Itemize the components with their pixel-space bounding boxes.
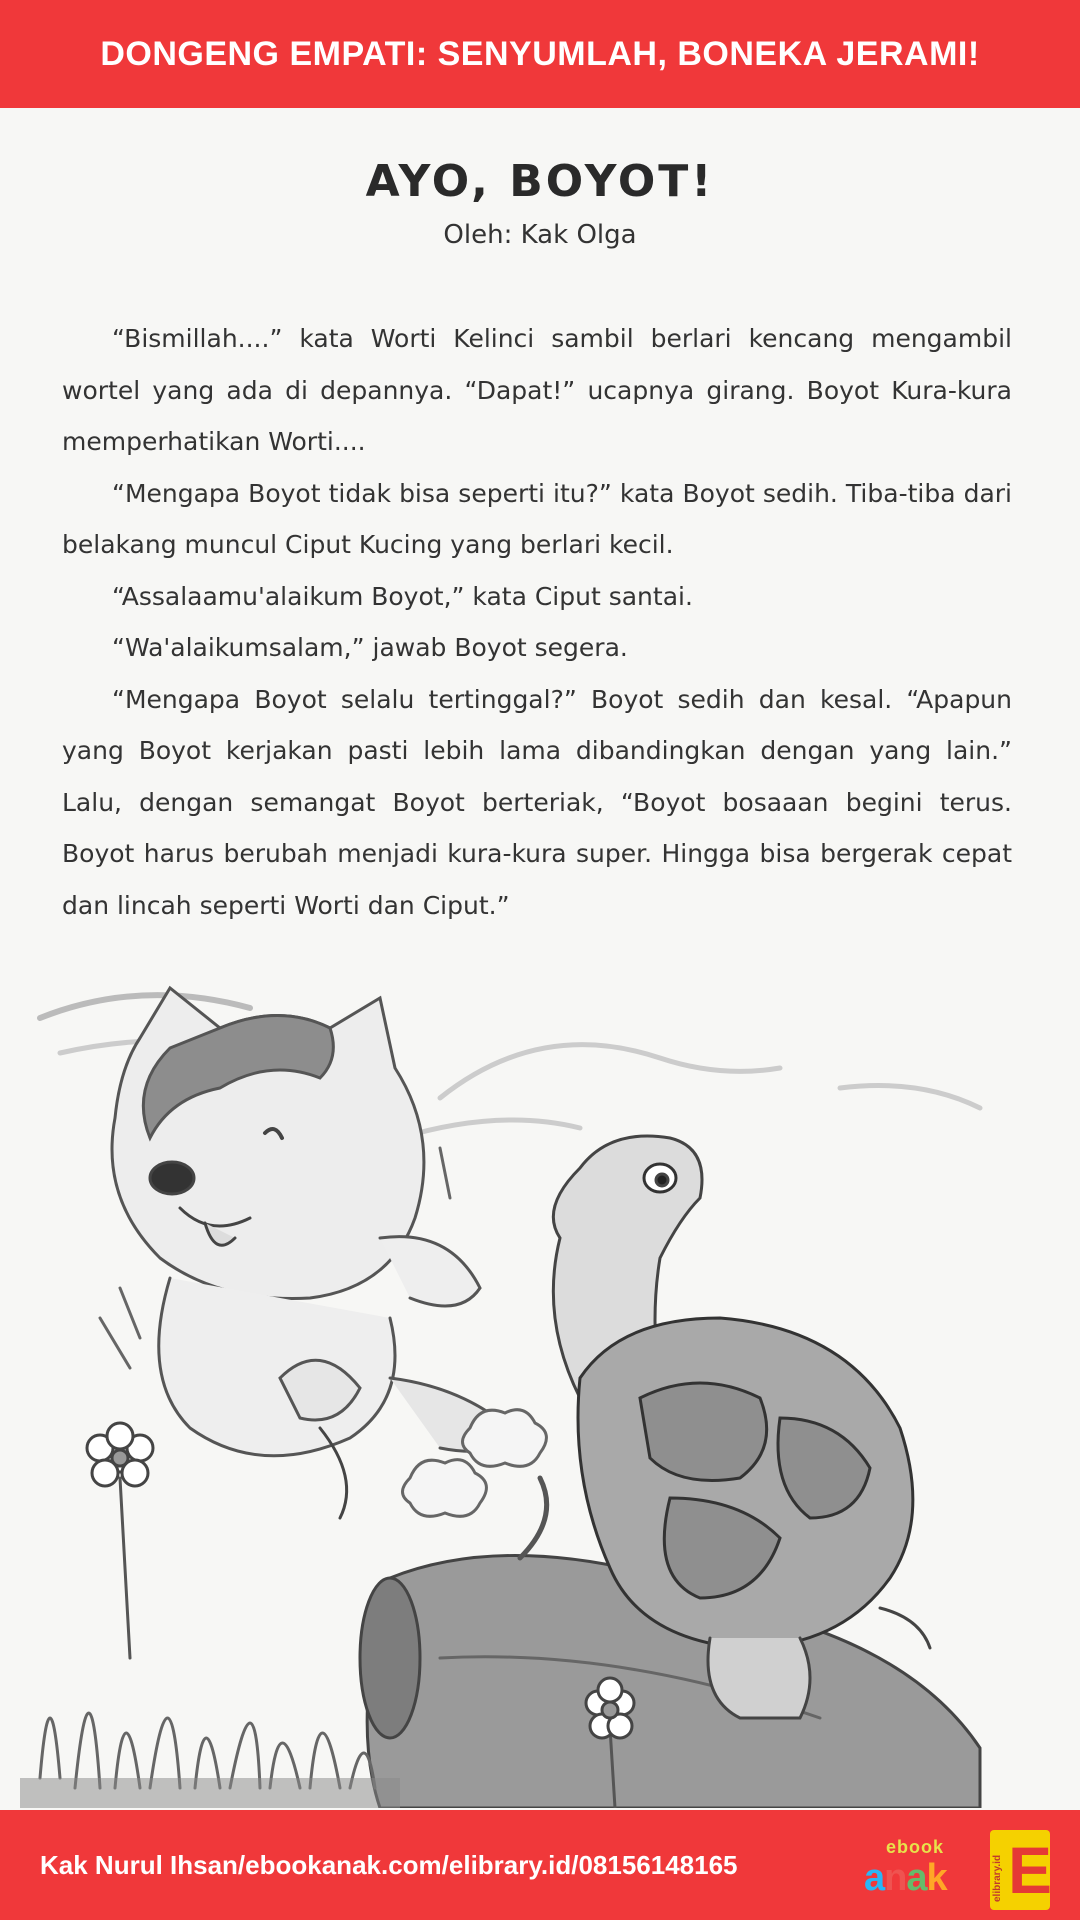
- logo-ebook-text: ebook: [886, 1837, 945, 1857]
- elibrary-logo: [990, 1830, 1053, 1910]
- flower-figure: [87, 1423, 153, 1658]
- story-paragraph: “Mengapa Boyot tidak bisa seperti itu?” kata Boyot sedih. Tiba-tiba dari belakang muncul Ciput Kucing yang berlari kecil.: [62, 478, 1012, 559]
- ebookanak-logo: [862, 1835, 972, 1905]
- header-title: DONGENG EMPATI: SENYUMLAH, BONEKA JERAMI!: [100, 34, 980, 73]
- logo-letter: k: [926, 1857, 947, 1899]
- logo-letter: n: [884, 1857, 907, 1899]
- story-text: [62, 313, 1012, 931]
- logo-letter: a: [864, 1857, 885, 1899]
- cat-figure: [100, 988, 520, 1518]
- cat-and-turtle-illustration: [20, 958, 1060, 1808]
- logo-e-letter: E: [1008, 1833, 1053, 1907]
- story-paragraph: “Assalaamu'alaikum Boyot,” kata Ciput santai.: [112, 581, 693, 611]
- story-paragraph: “Wa'alaikumsalam,” jawab Boyot segera.: [112, 633, 628, 662]
- story-paragraph: “Bismillah....” kata Worti Kelinci sambil berlari kencang mengambil wortel yang ada di depannya. “Dapat!” ucapnya girang. Boyot Kura-kura memperhatikan Worti....: [62, 324, 1012, 456]
- header-banner: [0, 0, 1080, 108]
- logo-elibrary-text: elibrary.id: [992, 1854, 1003, 1902]
- story-title: AYO, BOYOT!: [365, 156, 715, 207]
- footer-credit: Kak Nurul Ihsan/ebookanak.com/elibrary.id/08156148165: [40, 1850, 738, 1880]
- footer-banner: [0, 1810, 1080, 1920]
- story-page: [0, 108, 1080, 1810]
- logo-letter: a: [906, 1857, 927, 1899]
- logo-anak-text: [864, 1857, 947, 1900]
- story-author: Oleh: Kak Olga: [443, 220, 637, 250]
- story-paragraph: “Mengapa Boyot selalu tertinggal?” Boyot sedih dan kesal. “Apapun yang Boyot kerjakan pasti lebih lama dibandingkan dengan yang lain.” Lalu, dengan semangat Boyot berteriak, “Boyot bosaaan begini terus. Boyot harus berubah menjadi kura-kura super. Hingga bisa bergerak cepat dan lincah seperti Worti dan Ciput.”: [62, 684, 1012, 920]
